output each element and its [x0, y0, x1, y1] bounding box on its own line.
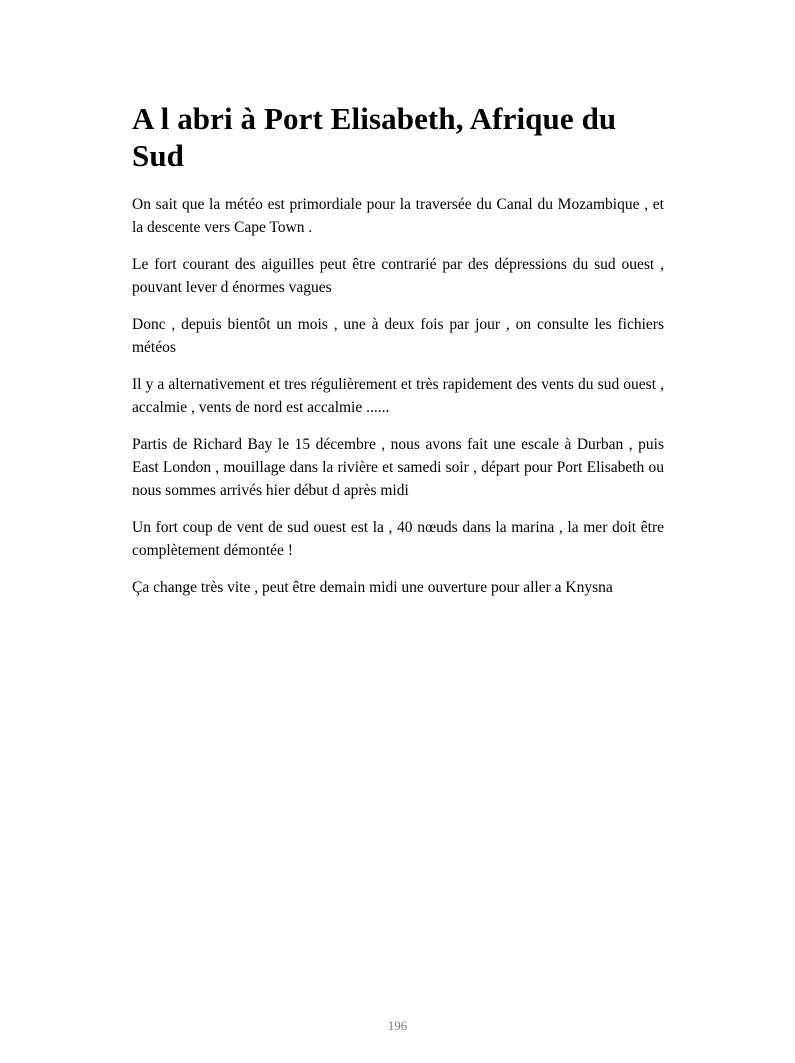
paragraph-current: Le fort courant des aiguilles peut être contrarié par des dépressions du sud ouest , pouvant lever d énormes vagues: [132, 256, 664, 296]
paragraph-gale: Un fort coup de vent de sud ouest est la , 40 nœuds dans la marina , la mer doit être complètement démontée !: [132, 519, 664, 559]
paragraph-next-stop: Ça change très vite , peut être demain midi une ouverture pour aller a Knysna: [132, 579, 613, 596]
document-body: [132, 193, 664, 613]
paragraph-weather: On sait que la météo est primordiale pour la traversée du Canal du Mozambique , et la descente vers Cape Town .: [132, 196, 664, 236]
paragraph-forecasts: Donc , depuis bientôt un mois , une à deux fois par jour , on consulte les fichiers météos: [132, 316, 664, 356]
page-number: 196: [387, 1018, 408, 1033]
page-title: A l abri à Port Elisabeth, Afrique du Sud: [132, 101, 617, 173]
paragraph-winds: Il y a alternativement et tres régulièrement et très rapidement des vents du sud ouest , accalmie , vents de nord est accalmie ......: [132, 376, 664, 416]
paragraph-route: Partis de Richard Bay le 15 décembre , nous avons fait une escale à Durban , puis East London , mouillage dans la rivière et samedi soir , départ pour Port Elisabeth ou nous sommes arrivés hier début d après midi: [132, 436, 664, 499]
